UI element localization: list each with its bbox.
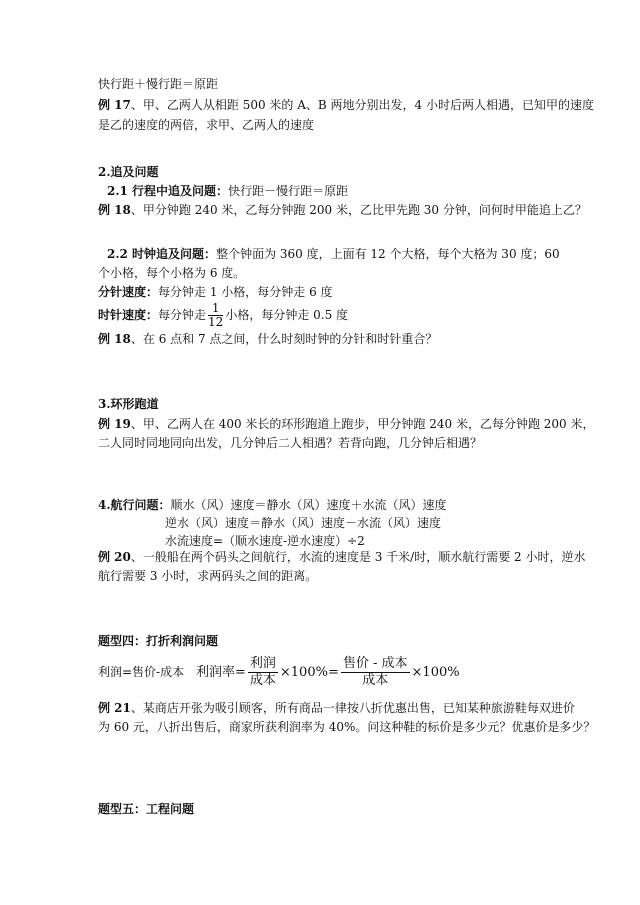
profit-rate-label: 利润率 (195, 665, 235, 680)
minute-speed-label: 分针速度： (98, 285, 159, 299)
section-2-2-title: 2.2 时钟追及问题： (107, 247, 217, 261)
fraction-price-minus-cost (341, 656, 410, 689)
section-2-1-title: 2.1 行程中追及问题： (107, 184, 229, 198)
hour-speed-post: 小格，每分钟走 0.5 度 (225, 308, 349, 322)
profit-formulas (98, 654, 460, 691)
type-4-title: 题型四：打折利润问题 (98, 634, 219, 648)
fraction-profit-over-cost (248, 656, 278, 689)
example-18b (98, 331, 437, 347)
equals-sign: = (327, 665, 339, 680)
hour-hand-speed (98, 300, 348, 330)
section-2-2 (107, 246, 560, 262)
example-text: 、甲分钟跑 240 米，乙每分钟跑 200 米，乙比甲先跑 30 分钟，问何时甲能追上乙？ (130, 203, 587, 217)
example-21-cont: 为 60 元，八折出售后，商家所获利润率为 40%。问这种鞋的标价是多少元？优惠价是多少？ (98, 720, 596, 734)
example-text: 、在 6 点和 7 点之间，什么时刻时钟的分针和时针重合？ (130, 332, 438, 346)
example-17-cont: 是乙的速度的两倍，求甲、乙两人的速度 (98, 118, 315, 132)
example-text: 、甲、乙两人在 400 米长的环形跑道上跑步，甲分钟跑 240 米，乙每分钟跑 200 米， (130, 417, 595, 431)
hour-speed-label: 时针速度： (98, 308, 159, 322)
example-text: 、某商店开张为吸引顾客，所有商品一律按八折优惠出售，已知某种旅游鞋每双进价 (130, 701, 575, 715)
type-5-title: 题型五：工程问题 (98, 802, 195, 816)
fraction-denominator: 成本 (249, 673, 276, 688)
fraction-denominator: 12 (208, 315, 224, 329)
example-label: 例 17 (98, 98, 131, 112)
example-text: 、甲、乙两人从相距 500 米的 A、B 两地分别出发，4 小时后两人相遇，已知甲的速度 (130, 98, 594, 112)
example-21 (98, 700, 575, 716)
section-4 (98, 497, 447, 513)
section-4-formula-1: 顺水（风）速度＝静水（风）速度＋水流（风）速度 (170, 498, 447, 512)
section-2-title: 2.追及问题 (98, 165, 159, 179)
fraction-denominator: 成本 (362, 673, 389, 688)
example-18 (98, 202, 587, 218)
fraction-one-twelfth (208, 302, 223, 329)
equals-sign: = (234, 665, 246, 680)
section-3-title: 3.环形跑道 (98, 397, 159, 411)
example-17 (98, 97, 594, 113)
section-2-2-text: 整个钟面为 360 度，上面有 12 个大格，每个大格为 30 度；60 (216, 247, 560, 261)
example-label: 例 20 (98, 550, 131, 564)
example-label: 例 18 (98, 203, 131, 217)
fraction-numerator: 售价 - 成本 (342, 656, 408, 671)
section-4-title: 4.航行问题： (98, 498, 171, 512)
example-19-cont: 二人同时同地同向出发，几分钟后二人相遇？若背向跑，几分钟后相遇？ (98, 436, 483, 450)
times-100-percent: ×100% (411, 665, 460, 680)
fraction-numerator: 利润 (249, 656, 276, 671)
example-20-cont: 航行需要 3 小时，求两码头之间的距离。 (98, 569, 318, 583)
example-20 (98, 549, 585, 565)
minute-hand-speed (98, 284, 333, 300)
section-2-1-text: 快行距－慢行距＝原距 (228, 184, 349, 198)
fraction-numerator: 1 (208, 302, 223, 316)
section-2-1 (107, 183, 348, 199)
line-fast-slow: 快行距＋慢行距＝原距 (98, 77, 219, 91)
example-19 (98, 416, 595, 432)
example-label: 例 21 (98, 701, 131, 715)
hour-speed-pre: 每分钟走 (158, 308, 207, 322)
profit-equation: 利润=售价-成本 (98, 665, 185, 679)
example-text: 、一般船在两个码头之间航行，水流的速度是 3 千米/时，顺水航行需要 2 小时，逆水 (130, 550, 586, 564)
section-2-2-cont: 个小格，每个小格为 6 度。 (98, 266, 246, 280)
section-4-formula-3: 水流速度=（顺水速度-逆水速度）÷2 (165, 534, 365, 548)
section-4-formula-2: 逆水（风）速度＝静水（风）速度－水流（风）速度 (165, 516, 442, 530)
minute-speed-text: 每分钟走 1 小格，每分钟走 6 度 (158, 285, 333, 299)
times-100-percent: ×100% (279, 665, 328, 680)
example-label: 例 19 (98, 417, 131, 431)
example-label: 例 18 (98, 332, 131, 346)
